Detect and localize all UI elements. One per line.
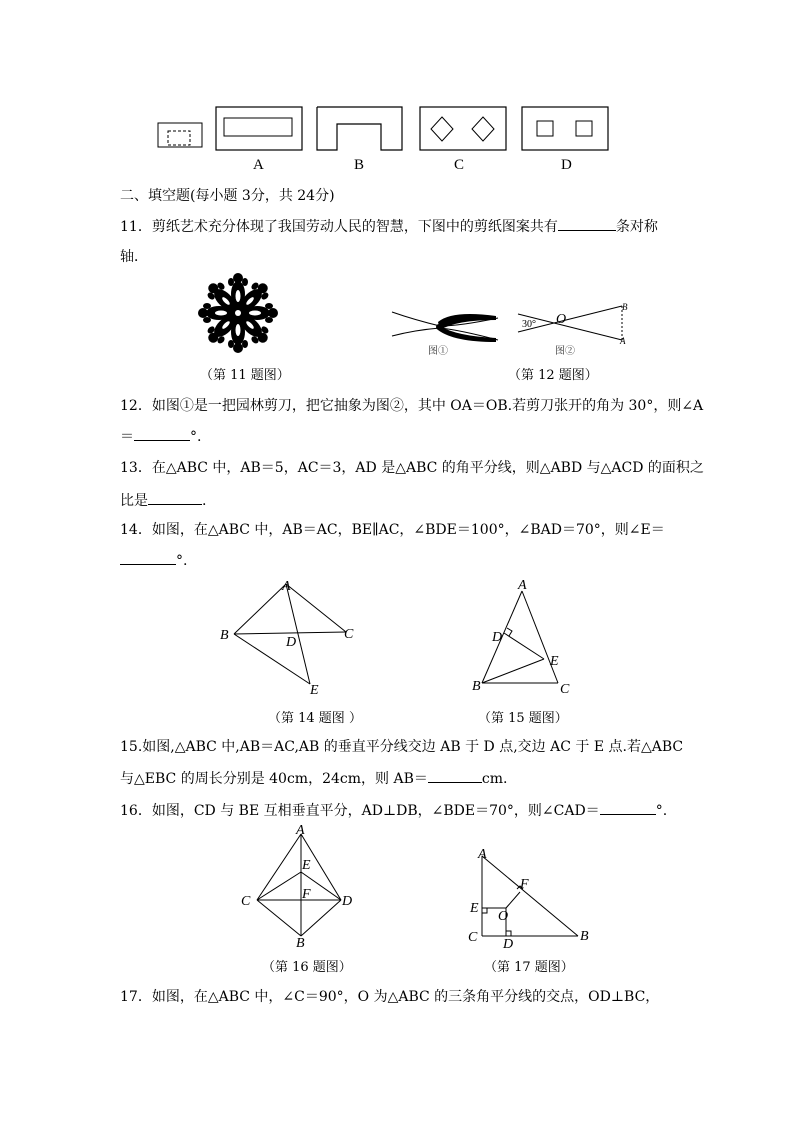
fig17-point-d: D: [503, 937, 514, 952]
fig16-point-e: E: [302, 858, 311, 873]
option-label-c: C: [454, 157, 465, 173]
fig14-point-a: A: [282, 579, 291, 594]
q12-answer-blank: [134, 426, 190, 441]
angle-label: 30°: [522, 319, 536, 330]
option-c-figure: [420, 107, 506, 150]
option-figures: [150, 100, 620, 180]
q17-line1: 17．如图，在△ABC 中，∠C＝90°，O 为△ABC 的三条角平分线的交点，OD⊥BC，: [120, 989, 660, 1005]
option-d-figure: [522, 107, 608, 150]
fig17-point-b: B: [580, 929, 589, 944]
q11-caption: （第 11 题图）: [200, 368, 290, 383]
fig12-2-label: 图②: [555, 346, 575, 357]
q11-line1: [120, 216, 658, 237]
q16-text-b: °.: [655, 803, 668, 819]
q17-caption: （第 17 题图）: [484, 960, 574, 975]
q15-caption: （第 15 题图）: [478, 711, 568, 726]
q15-text-a: 与△EBC 的周长分别是 40cm，24cm，则 AB＝: [120, 771, 428, 787]
q15-line2: [120, 768, 507, 789]
geometry-figure-14: [210, 572, 370, 700]
option-a-figure: [216, 107, 302, 150]
fig16-point-b: B: [296, 936, 305, 951]
fig16-point-c: C: [241, 894, 251, 909]
q14-line1: 14．如图，在△ABC 中，AB＝AC，BE∥AC，∠BDE＝100°，∠BAD＝70°，则∠E＝: [120, 522, 665, 538]
fig16-point-a: A: [296, 823, 305, 838]
original-shape: [158, 123, 202, 147]
geometry-figure-15: [470, 575, 580, 700]
fig17-point-o: O: [498, 909, 509, 924]
point-b-label: B: [622, 302, 628, 312]
q12-line1: 12．如图①是一把园林剪刀，把它抽象为图②，其中 OA＝OB.若剪刀张开的角为 30°，则∠A: [120, 398, 704, 414]
fig14-point-c: C: [344, 627, 354, 642]
q12-text-b: °.: [190, 429, 202, 445]
q14-text-b: °.: [176, 553, 188, 569]
point-a-label: A: [620, 336, 626, 346]
q15-line1: 15.如图,△ABC 中,AB＝AC,AB 的垂直平分线交边 AB 于 D 点,交边 AC 于 E 点.若△ABC: [120, 739, 684, 755]
fig14-point-b: B: [220, 628, 229, 643]
option-b-figure: [317, 107, 402, 150]
fig15-point-c: C: [560, 682, 570, 697]
q13-answer-blank: [148, 490, 202, 505]
option-label-d: D: [561, 157, 572, 173]
fig17-point-a: A: [478, 847, 487, 862]
q14-line2: [120, 550, 187, 571]
fig15-point-a: A: [518, 578, 527, 593]
q13-text-b: .: [202, 493, 207, 509]
q12-line2: [120, 426, 201, 447]
geometry-figure-16: [235, 820, 365, 952]
fig15-point-d: D: [492, 630, 503, 645]
fig17-point-f: F: [520, 877, 529, 892]
q14-answer-blank: [120, 550, 176, 565]
q11-line2: 轴．: [120, 249, 148, 265]
q15-answer-blank: [428, 768, 482, 783]
q13-line1: 13．在△ABC 中，AB＝5，AC＝3，AD 是△ABC 的角平分线，则△ABD 与△ACD 的面积之: [120, 460, 704, 476]
q11-text-a: 11．剪纸艺术充分体现了我国劳动人民的智慧，下图中的剪纸图案共有: [120, 219, 558, 235]
q16-text-a: 16．如图，CD 与 BE 互相垂直平分，AD⊥DB，∠BDE＝70°，则∠CAD＝: [120, 803, 600, 819]
paper-cut-figure: [195, 270, 281, 356]
fig17-point-e: E: [470, 901, 479, 916]
option-label-a: A: [253, 157, 264, 173]
fig14-point-e: E: [310, 683, 319, 698]
q16-answer-blank: [600, 800, 656, 815]
point-o-label: O: [556, 312, 567, 327]
q13-text-a: 比是: [120, 493, 148, 509]
q16-line1: [120, 800, 667, 821]
geometry-figure-17: [460, 840, 600, 952]
fig15-point-e: E: [550, 654, 559, 669]
fig15-point-b: B: [472, 679, 481, 694]
fig14-point-d: D: [286, 635, 297, 650]
fig17-point-c: C: [468, 930, 478, 945]
q11-answer-blank: [558, 216, 616, 231]
q12-caption: （第 12 题图）: [508, 368, 598, 383]
q12-text-a: ＝: [120, 429, 134, 445]
q11-text-b: 条对称: [615, 219, 658, 235]
q13-line2: [120, 490, 206, 511]
fig12-1-label: 图①: [428, 346, 448, 357]
q16-caption: （第 16 题图）: [262, 960, 352, 975]
option-label-b: B: [354, 157, 365, 173]
q14-caption: （第 14 题图 ）: [268, 711, 362, 726]
section-title: 二、填空题(每小题 3分，共 24分): [120, 188, 335, 204]
fig16-point-d: D: [342, 894, 353, 909]
geometry-figure-12: [510, 298, 640, 353]
fig16-point-f: F: [302, 887, 311, 902]
q15-text-b: cm.: [481, 771, 508, 787]
